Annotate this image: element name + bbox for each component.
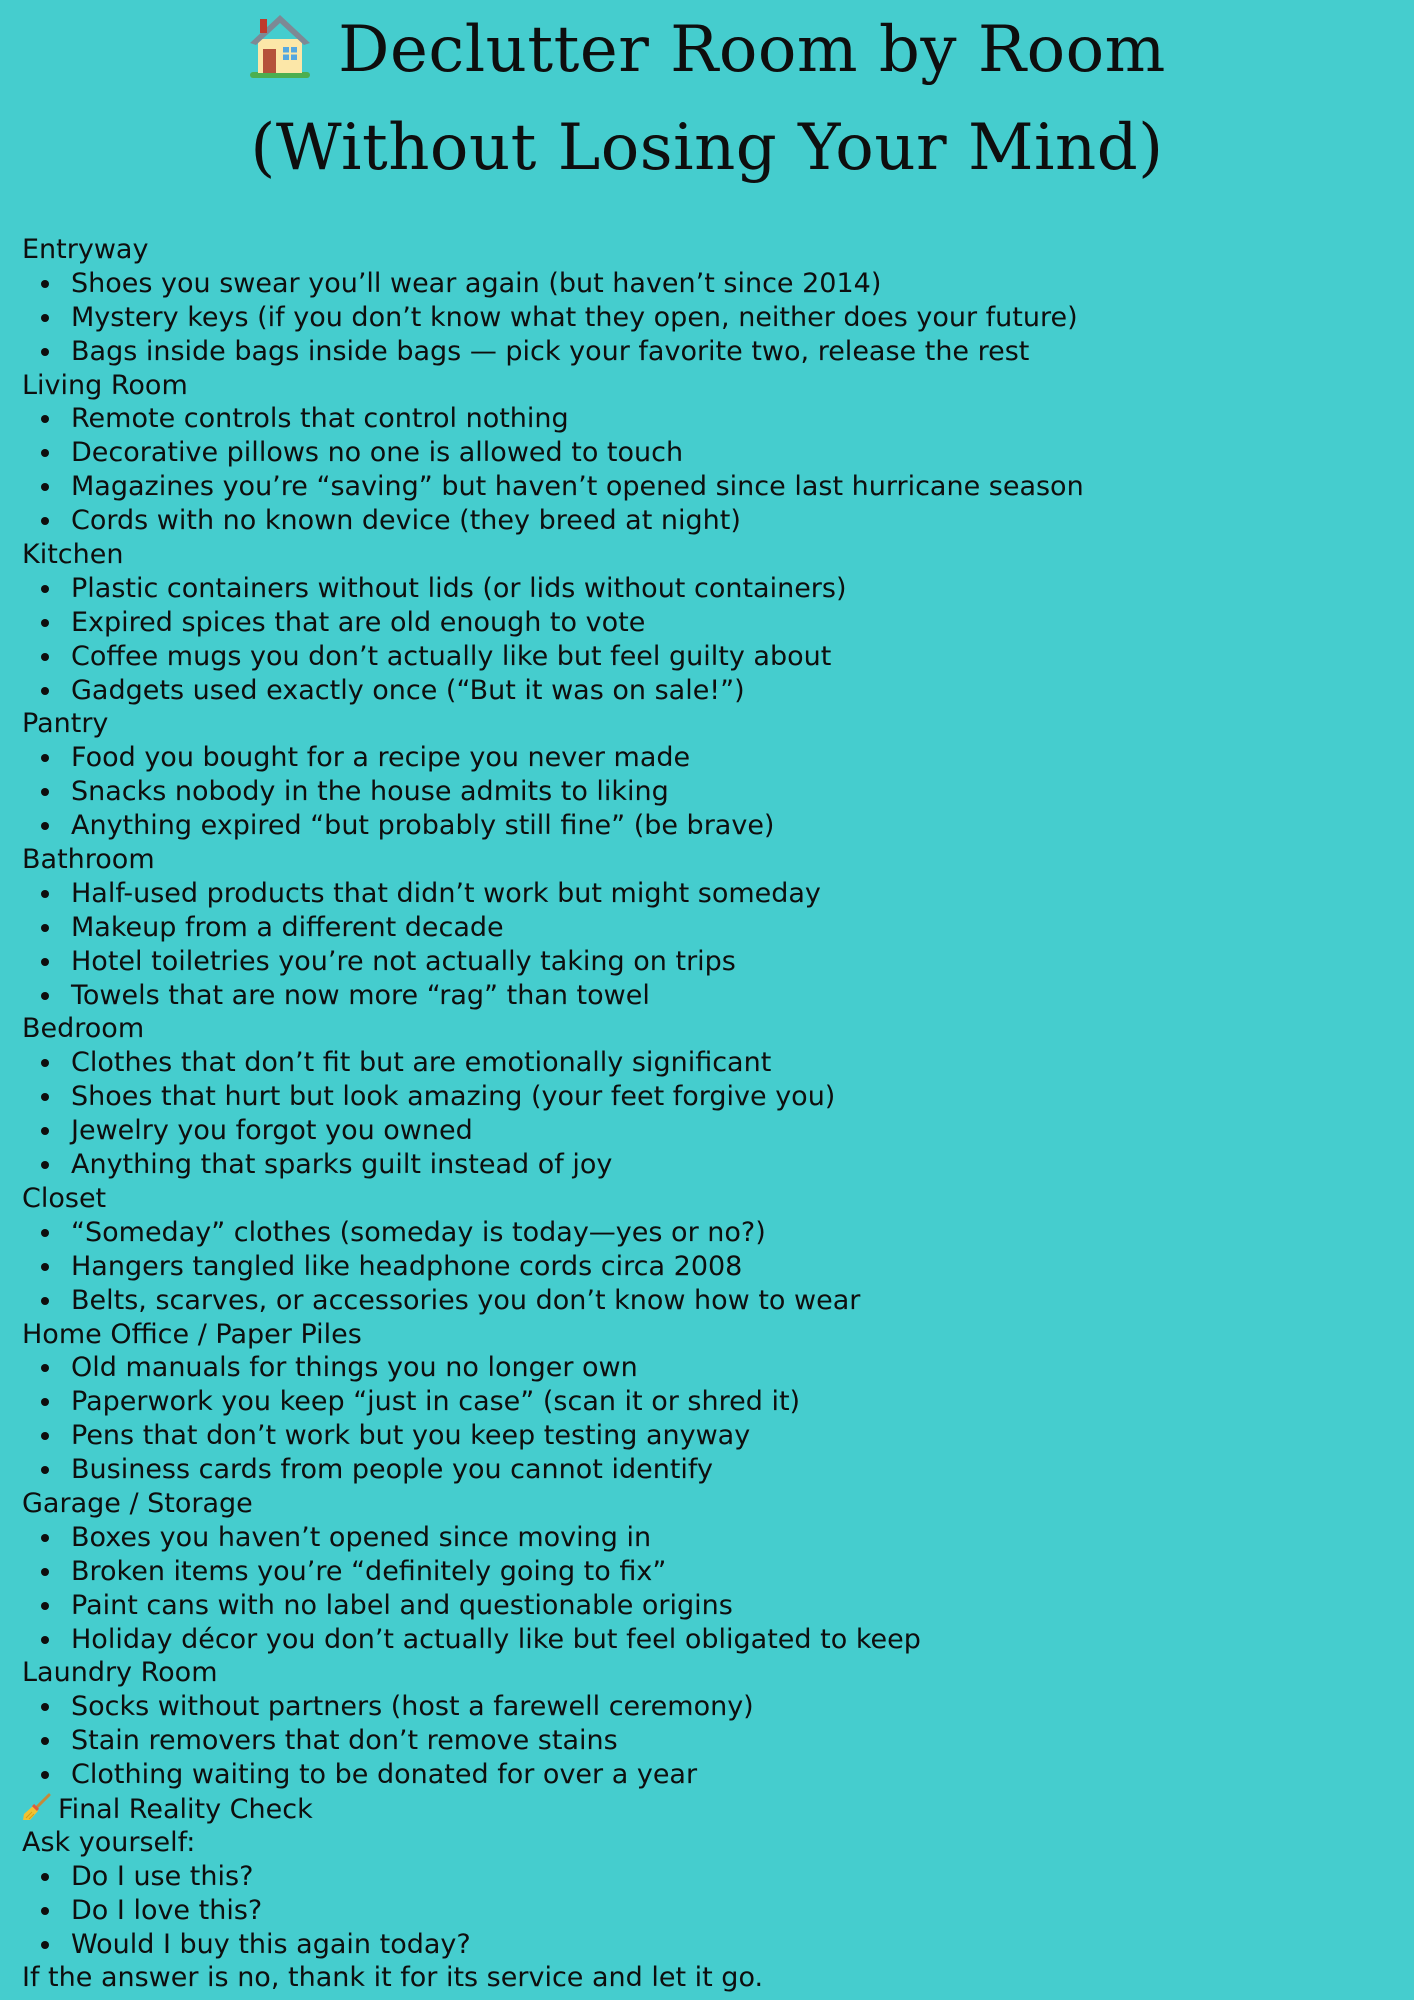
section-title-closet: Closet — [22, 1182, 107, 1214]
list-item: Bags inside bags inside bags — pick your favorite two, release the rest — [22, 335, 1392, 369]
item-list-living-room — [22, 402, 1392, 538]
item-list-bathroom — [22, 877, 1392, 1013]
section-title-laundry-room: Laundry Room — [22, 1657, 218, 1689]
list-item: Remote controls that control nothing — [22, 402, 1392, 436]
section-title-bedroom: Bedroom — [22, 1013, 145, 1045]
list-item: Holiday décor you don’t actually like but feel obligated to keep — [22, 1623, 1392, 1657]
page-title-line-1 — [0, 0, 1414, 100]
list-item: Hotel toiletries you’re not actually taking on trips — [22, 945, 1392, 979]
list-item: Pens that don’t work but you keep testing anyway — [22, 1419, 1392, 1453]
item-list-home-office-paper-piles — [22, 1351, 1392, 1487]
item-list-laundry-room — [22, 1690, 1392, 1792]
list-item: Shoes that hurt but look amazing (your feet forgive you) — [22, 1080, 1392, 1114]
list-item: Socks without partners (host a farewell ceremony) — [22, 1690, 1392, 1724]
section-title-final-reality-check — [22, 1792, 1392, 1826]
house-icon — [248, 8, 312, 78]
section-title-garage-storage: Garage / Storage — [22, 1487, 253, 1519]
section-title-home-office-paper-piles: Home Office / Paper Piles — [22, 1318, 362, 1350]
list-item: Paperwork you keep “just in case” (scan it or shred it) — [22, 1385, 1392, 1419]
section-title-bathroom: Bathroom — [22, 844, 155, 876]
list-item: Anything expired “but probably still fine” (be brave) — [22, 809, 1392, 843]
list-item: Jewelry you forgot you owned — [22, 1114, 1392, 1148]
list-item: Magazines you’re “saving” but haven’t opened since last hurricane season — [22, 470, 1392, 504]
item-list-entryway — [22, 267, 1392, 369]
list-item: Broken items you’re “definitely going to fix” — [22, 1555, 1392, 1589]
broom-icon — [22, 1792, 52, 1822]
list-item: Towels that are now more “rag” than towel — [22, 979, 1392, 1013]
list-item: Mystery keys (if you don’t know what they open, neither does your future) — [22, 301, 1392, 335]
list-item: Belts, scarves, or accessories you don’t know how to wear — [22, 1284, 1392, 1318]
list-item: Anything that sparks guilt instead of joy — [22, 1148, 1392, 1182]
list-item: Boxes you haven’t opened since moving in — [22, 1521, 1392, 1555]
item-list-pantry — [22, 741, 1392, 843]
checklist-content — [22, 233, 1392, 1995]
list-item: Hangers tangled like headphone cords circa 2008 — [22, 1250, 1392, 1284]
list-item: Clothes that don’t fit but are emotionally significant — [22, 1046, 1392, 1080]
list-item: Gadgets used exactly once (“But it was on sale!”) — [22, 674, 1392, 708]
item-list-garage-storage — [22, 1521, 1392, 1657]
list-item: Makeup from a different decade — [22, 911, 1392, 945]
final-check-prompt: Ask yourself: — [22, 1826, 196, 1858]
item-list-closet — [22, 1216, 1392, 1318]
list-item: Coffee mugs you don’t actually like but feel guilty about — [22, 640, 1392, 674]
list-item: Clothing waiting to be donated for over a year — [22, 1758, 1392, 1792]
section-title-pantry: Pantry — [22, 708, 109, 740]
final-check-title: Final Reality Check — [58, 1793, 313, 1825]
list-item: Stain removers that don’t remove stains — [22, 1724, 1392, 1758]
list-item: Food you bought for a recipe you never made — [22, 741, 1392, 775]
item-list-kitchen — [22, 572, 1392, 708]
list-item: Old manuals for things you no longer own — [22, 1351, 1392, 1385]
list-item: Paint cans with no label and questionable origins — [22, 1589, 1392, 1623]
list-item: “Someday” clothes (someday is today—yes or no?) — [22, 1216, 1392, 1250]
list-item: Cords with no known device (they breed at night) — [22, 504, 1392, 538]
list-item: Shoes you swear you’ll wear again (but haven’t since 2014) — [22, 267, 1392, 301]
section-title-kitchen: Kitchen — [22, 539, 124, 571]
list-item: Decorative pillows no one is allowed to touch — [22, 436, 1392, 470]
closing-line: If the answer is no, thank it for its service and let it go. — [22, 1962, 764, 1994]
question-item: Do I love this? — [22, 1894, 1392, 1928]
title-text-line-1: Declutter Room by Room — [338, 13, 1166, 87]
page-title-line-2: (Without Losing Your Mind) — [250, 111, 1164, 185]
item-list-bedroom — [22, 1046, 1392, 1182]
list-item: Expired spices that are old enough to vote — [22, 606, 1392, 640]
list-item: Business cards from people you cannot identify — [22, 1453, 1392, 1487]
list-item: Half-used products that didn’t work but might someday — [22, 877, 1392, 911]
list-item: Plastic containers without lids (or lids without containers) — [22, 572, 1392, 606]
section-title-entryway: Entryway — [22, 234, 149, 265]
question-item: Would I buy this again today? — [22, 1928, 1392, 1962]
list-item: Snacks nobody in the house admits to liking — [22, 775, 1392, 809]
question-list — [22, 1860, 1392, 1962]
section-title-living-room: Living Room — [22, 369, 188, 401]
question-item: Do I use this? — [22, 1860, 1392, 1894]
